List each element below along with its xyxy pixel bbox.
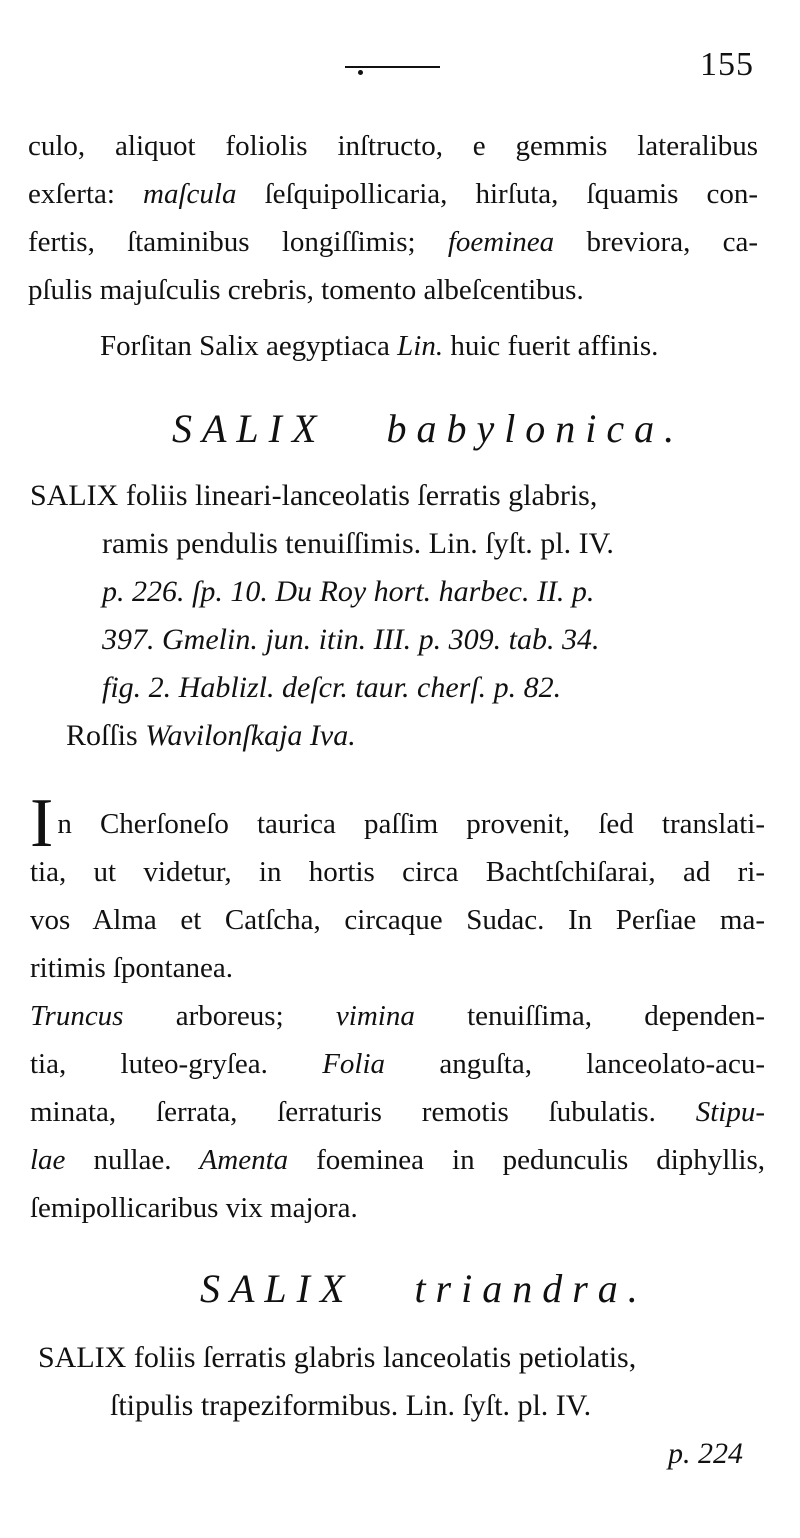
section-title-babylonica [172,405,684,452]
entry-line: fig. 2. Hablizl. deſcr. taur. cherſ. p. 82. [102,671,562,704]
intro-line-4: pſulis majuſculis crebris, tomento albeſcentibus. [28,274,584,306]
section-genus: SALIX [200,1266,355,1311]
entry-line: ramis pendulis tenuiſſimis. Lin. ſyſt. pl. IV. [102,527,614,560]
entry-line: p. 226. ſp. 10. Du Roy hort. harbec. II. p. [102,575,595,608]
drop-cap: I [30,785,54,862]
entry-line: ſtipulis trapeziformibus. Lin. ſyſt. pl. IV. [110,1389,592,1422]
description-paragraph [30,992,765,1232]
description-line: Truncus arboreus; vimina tenuiſſima, dependen- [30,1000,765,1032]
header-ornament-dot [358,70,363,75]
intro-line-3: fertis, ſtaminibus longiſſimis; foeminea breviora, ca- [28,226,758,258]
habitat-line: tia, ut videtur, in hortis circa Bachtſchiſarai, ad ri- [30,856,765,888]
section-genus: SALIX [172,406,327,451]
description-line: lae nullae. Amenta foeminea in pedunculis diphyllis, [30,1144,765,1176]
habitat-paragraph [30,785,765,992]
section-species: triandra. [414,1266,648,1311]
species-entry-babylonica [30,472,770,712]
intro-line-1: culo, aliquot foliolis inſtructo, e gemmis lateralibus [28,130,758,162]
vernacular-name: Wavilonſkaja Iva. [145,719,356,752]
header-rule [345,66,440,68]
note-paragraph: Forſitan Salix aegyptiaca Lin. huic fuerit affinis. [100,330,659,362]
section-title-triandra [200,1265,648,1312]
habitat-line: ritimis ſpontanea. [30,952,233,984]
entry-line: p. 224 [668,1437,743,1470]
entry-line: SALIX foliis lineari-lanceolatis ſerratis glabris, [30,479,598,512]
intro-paragraph [28,122,758,314]
page-number: 155 [700,46,754,83]
habitat-line: n Cherſoneſo taurica paſſim provenit, ſed translati- [57,808,765,840]
intro-line-2: exſerta: maſcula ſeſquipollicaria, hirſuta, ſquamis con- [28,178,758,210]
entry-line: 397. Gmelin. jun. itin. III. p. 309. tab. 34. [102,623,600,656]
vernacular-name-line: Roſſis Wavilonſkaja Iva. [66,719,356,752]
section-species: babylonica. [386,406,685,451]
description-line: minata, ſerrata, ſerraturis remotis ſubulatis. Stipu- [30,1096,765,1128]
description-line: tia, luteo-gryſea. Folia anguſta, lanceolato-acu- [30,1048,766,1080]
entry-line: SALIX foliis ſerratis glabris lanceolatis petiolatis, [38,1341,637,1374]
description-line: ſemipollicaribus vix majora. [30,1192,358,1224]
habitat-line: vos Alma et Catſcha, circaque Sudac. In Perſiae ma- [30,904,765,936]
species-entry-triandra [38,1334,778,1478]
